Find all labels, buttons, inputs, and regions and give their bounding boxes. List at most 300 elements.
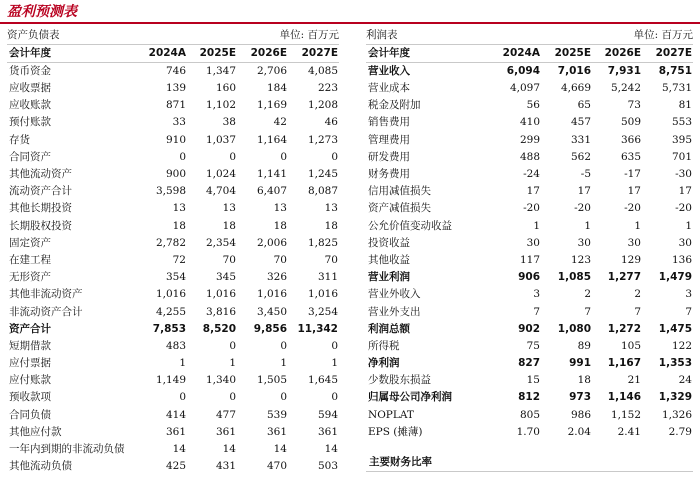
cell-value: 906 [518,271,540,284]
cell-value: 105 [620,339,641,352]
cell-value: 1,475 [658,322,692,335]
column-header-year: 2027E [288,45,339,63]
cell-value: 299 [519,133,540,146]
cell-value: 17 [526,185,540,198]
cell-value: 910 [165,133,186,146]
row-label: 销售费用 [368,116,410,129]
cell-value: 117 [519,253,540,266]
cell-value: 4,255 [155,305,186,318]
table-row [7,80,339,97]
cell-value: 70 [222,253,236,266]
cell-value: 395 [671,133,692,146]
cell-value: 326 [266,271,287,284]
cell-value: 42 [273,116,287,129]
cell-value: 3,598 [155,185,186,198]
table-row [366,355,693,372]
cell-value: 2.41 [617,425,641,438]
cell-value: 18 [577,374,591,387]
row-label: 非流动资产合计 [9,305,83,318]
cell-value: 1,208 [307,99,338,112]
row-label: 预付账款 [9,116,51,129]
cell-value: 14 [172,443,186,456]
cell-value: 14 [324,443,338,456]
cell-value: 33 [172,116,186,129]
cell-value: -24 [523,168,540,181]
balance-sheet-header [7,25,339,45]
balance-sheet-unit: 单位: 百万元 [279,29,339,41]
cell-value: 827 [518,357,540,370]
cell-value: 1,016 [256,288,287,301]
table-row [7,286,339,303]
table-row [7,235,339,252]
row-label: 财务费用 [368,168,410,181]
column-header-year: 2024A [135,45,187,63]
balance-sheet-panel [7,25,339,475]
cell-value: 539 [266,408,287,421]
cell-value: 1,016 [155,288,186,301]
cell-value: 1 [533,219,540,232]
table-row [7,166,339,183]
cell-value: 1,024 [205,168,236,181]
table-row [7,218,339,235]
row-label: 少数股东损益 [368,374,431,387]
cell-value: 488 [519,150,540,163]
table-row [366,183,693,200]
cell-value: 366 [620,133,641,146]
cell-value: 1 [584,219,591,232]
row-label: 流动资产合计 [9,185,72,198]
cell-value: -5 [580,168,591,181]
row-label: 短期借款 [9,339,51,352]
cell-value: 1,277 [607,271,641,284]
row-label: 固定资产 [9,236,51,249]
table-row [7,424,339,441]
cell-value: 1,273 [307,133,338,146]
cell-value: 223 [317,82,338,95]
cell-value: 1,329 [658,391,692,404]
cell-value: 1,169 [256,99,287,112]
table-row [7,441,339,458]
cell-value: 2 [584,288,591,301]
cell-value: 746 [165,65,186,77]
cell-value: 13 [273,202,287,215]
cell-value: 13 [172,202,186,215]
table-row [7,321,339,338]
cell-value: 2,782 [155,236,186,249]
row-label: 其他非流动资产 [9,288,83,301]
cell-value: 1.70 [516,425,540,438]
cell-value: 3,816 [205,305,236,318]
cell-value: 431 [215,460,236,473]
cell-value: 1,102 [205,99,236,112]
cell-value: 5,731 [661,82,692,95]
cell-value: 1,149 [155,374,186,387]
row-label: 应收票据 [9,82,51,95]
table-row [366,407,693,424]
cell-value: 1 [280,357,287,370]
table-row [7,183,339,200]
cell-value: 6,407 [256,185,287,198]
column-header-year: 2025E [541,45,592,63]
cell-value: 0 [331,150,338,163]
table-row [7,149,339,166]
row-label: EPS (摊薄) [368,425,423,438]
cell-value: 11,342 [297,322,338,335]
table-row [366,338,693,355]
row-label: 管理费用 [368,133,410,146]
cell-value: 0 [179,150,186,163]
row-label: 利润总额 [368,322,410,335]
column-header-year: 2026E [592,45,642,63]
financial-ratios-divider [366,471,693,472]
cell-value: 4,704 [205,185,236,198]
column-header-year: 2024A [494,45,541,63]
cell-value: 1,479 [658,271,692,284]
table-row [366,80,693,97]
cell-value: 4,085 [307,65,338,77]
cell-value: -30 [675,168,692,181]
row-label: 营业成本 [368,82,410,95]
cell-value: -20 [574,202,591,215]
cell-value: 1,037 [205,133,236,146]
cell-value: 5,242 [610,82,641,95]
cell-value: 594 [317,408,338,421]
cell-value: 1,645 [307,374,338,387]
cell-value: 9,856 [253,322,287,335]
cell-value: 81 [678,99,692,112]
cell-value: 17 [627,185,641,198]
cell-value: 3 [685,288,692,301]
table-row [366,252,693,269]
row-label: 公允价值变动收益 [368,219,452,232]
table-row [366,389,693,406]
table-row [7,372,339,389]
cell-value: 2 [634,288,641,301]
cell-value: 2.04 [567,425,591,438]
cell-value: 410 [519,116,540,129]
cell-value: -20 [624,202,641,215]
row-label: 资产合计 [9,322,51,335]
cell-value: 7,016 [557,65,591,77]
cell-value: 18 [324,219,338,232]
cell-value: 139 [165,82,186,95]
table-row [366,372,693,389]
row-label: 合同负债 [9,408,51,421]
cell-value: 122 [671,339,692,352]
cell-value: 73 [627,99,641,112]
cell-value: 2,706 [256,65,287,77]
income-statement-table [366,45,693,441]
cell-value: 1,164 [256,133,287,146]
cell-value: 509 [620,116,641,129]
cell-value: 184 [266,82,287,95]
cell-value: -20 [675,202,692,215]
financial-ratios-title: 主要财务比率 [369,456,432,468]
cell-value: 0 [179,391,186,404]
row-label: 在建工程 [9,253,51,266]
cell-value: 15 [526,374,540,387]
cell-value: 1,505 [256,374,287,387]
cell-value: 4,669 [560,82,591,95]
cell-value: 345 [215,271,236,284]
cell-value: 14 [222,443,236,456]
table-row [366,200,693,217]
cell-value: 1,152 [610,408,641,421]
cell-value: 1,353 [658,357,692,370]
table-row [7,389,339,406]
cell-value: 991 [569,357,591,370]
cell-value: 18 [273,219,287,232]
cell-value: 7,853 [152,322,186,335]
cell-value: 0 [280,391,287,404]
cell-value: 30 [627,236,641,249]
table-row [366,132,693,149]
column-header-year: 2027E [642,45,693,63]
table-row [7,252,339,269]
income-statement-title: 利润表 [366,29,398,41]
cell-value: 457 [570,116,591,129]
cell-value: 136 [671,253,692,266]
cell-value: 553 [671,116,692,129]
cell-value: 701 [671,150,692,163]
cell-value: 30 [678,236,692,249]
cell-value: 0 [229,150,236,163]
cell-value: 7 [634,305,641,318]
income-statement-header [366,25,693,45]
row-label: 投资收益 [368,236,410,249]
row-label: 营业外收入 [368,288,421,301]
row-label: 所得税 [368,339,400,352]
row-label: 营业利润 [368,271,410,284]
table-row [366,321,693,338]
table-row [366,97,693,114]
cell-value: 4,097 [509,82,540,95]
row-label: 营业收入 [368,65,410,77]
cell-value: 361 [266,425,287,438]
cell-value: 1,347 [205,65,236,77]
cell-value: 129 [620,253,641,266]
row-label: 应付账款 [9,374,51,387]
column-header-year: 2026E [237,45,288,63]
cell-value: 8,520 [202,322,236,335]
income-statement-panel [366,25,693,441]
cell-value: -17 [624,168,641,181]
table-row [366,235,693,252]
row-label: 资产减值损失 [368,202,431,215]
cell-value: 21 [627,374,641,387]
cell-value: 470 [266,460,287,473]
row-label: 长期股权投资 [9,219,72,232]
table-row [366,218,693,235]
cell-value: 89 [577,339,591,352]
table-row [366,269,693,286]
balance-sheet-title: 资产负债表 [7,29,60,41]
table-row [7,338,339,355]
row-label: 其他流动资产 [9,168,72,181]
cell-value: 812 [518,391,540,404]
cell-value: 635 [620,150,641,163]
cell-value: 2,006 [256,236,287,249]
cell-value: 18 [222,219,236,232]
cell-value: 361 [317,425,338,438]
cell-value: 1,146 [607,391,641,404]
income-statement-header-row [366,45,693,63]
row-label: 其他流动负债 [9,460,72,473]
row-label: 其他收益 [368,253,410,266]
cell-value: 3,254 [307,305,338,318]
cell-value: 72 [172,253,186,266]
balance-sheet-table [7,45,339,475]
cell-value: 973 [569,391,591,404]
row-label: 应收账款 [9,99,51,112]
cell-value: 1,825 [307,236,338,249]
table-row [7,458,339,475]
cell-value: 13 [222,202,236,215]
table-row [7,269,339,286]
title-divider [0,22,700,24]
cell-value: 70 [324,253,338,266]
row-label: 应付票据 [9,357,51,370]
table-row [366,424,693,441]
cell-value: 1,340 [205,374,236,387]
cell-value: 361 [165,425,186,438]
cell-value: 7 [584,305,591,318]
table-row [366,114,693,131]
row-label: 无形资产 [9,271,51,284]
cell-value: 414 [165,408,186,421]
cell-value: 986 [570,408,591,421]
cell-value: 902 [518,322,540,335]
cell-value: 75 [526,339,540,352]
row-label: 预收款项 [9,391,51,404]
row-label: 货币资金 [9,65,51,77]
cell-value: 14 [273,443,287,456]
table-row [366,303,693,320]
cell-value: 425 [165,460,186,473]
table-row [366,149,693,166]
cell-value: -20 [523,202,540,215]
row-label: 研发费用 [368,150,410,163]
cell-value: 13 [324,202,338,215]
cell-value: 2,354 [205,236,236,249]
table-row [366,166,693,183]
row-label: 归属母公司净利润 [368,391,452,404]
cell-value: 1,016 [307,288,338,301]
cell-value: 1,167 [607,357,641,370]
column-header-year: 2025E [187,45,237,63]
cell-value: 0 [280,150,287,163]
cell-value: 6,094 [506,65,540,77]
cell-value: 8,087 [307,185,338,198]
cell-value: 1,141 [256,168,287,181]
cell-value: 1 [179,357,186,370]
row-label: 存货 [9,133,30,146]
cell-value: 1 [331,357,338,370]
cell-value: 503 [317,460,338,473]
cell-value: 18 [172,219,186,232]
cell-value: 160 [215,82,236,95]
cell-value: 7,931 [607,65,641,77]
row-label: 税金及附加 [368,99,421,112]
cell-value: 871 [165,99,186,112]
cell-value: 1 [229,357,236,370]
cell-value: 30 [526,236,540,249]
cell-value: 56 [526,99,540,112]
column-header-fiscal-year: 会计年度 [7,45,135,63]
cell-value: 3,450 [256,305,287,318]
cell-value: 477 [215,408,236,421]
cell-value: 0 [331,339,338,352]
cell-value: 123 [570,253,591,266]
cell-value: 0 [280,339,287,352]
cell-value: 30 [577,236,591,249]
table-row [7,200,339,217]
row-label: NOPLAT [368,408,414,421]
table-row [7,355,339,372]
row-label: 其他应付款 [9,425,62,438]
cell-value: 17 [678,185,692,198]
cell-value: 1,272 [607,322,641,335]
report-title: 盈利预测表 [7,4,77,20]
column-header-fiscal-year: 会计年度 [366,45,494,63]
cell-value: 70 [273,253,287,266]
table-row [7,63,339,81]
cell-value: 2.79 [668,425,692,438]
cell-value: 311 [317,271,338,284]
cell-value: 1 [685,219,692,232]
cell-value: 24 [678,374,692,387]
cell-value: 65 [577,99,591,112]
table-row [7,114,339,131]
table-row [7,407,339,424]
cell-value: 46 [324,116,338,129]
row-label: 营业外支出 [368,305,421,318]
cell-value: 1,245 [307,168,338,181]
cell-value: 331 [570,133,591,146]
table-row [7,132,339,149]
table-row [366,286,693,303]
row-label: 其他长期投资 [9,202,72,215]
row-label: 净利润 [368,357,400,370]
cell-value: 1 [634,219,641,232]
row-label: 一年内到期的非流动负债 [9,443,125,456]
cell-value: 38 [222,116,236,129]
cell-value: 1,326 [661,408,692,421]
cell-value: 7 [685,305,692,318]
cell-value: 1,080 [557,322,591,335]
cell-value: 17 [577,185,591,198]
cell-value: 361 [215,425,236,438]
row-label: 合同资产 [9,150,51,163]
cell-value: 0 [229,391,236,404]
cell-value: 8,751 [658,65,692,77]
cell-value: 0 [331,391,338,404]
cell-value: 900 [165,168,186,181]
table-row [366,63,693,81]
cell-value: 1,085 [557,271,591,284]
cell-value: 3 [533,288,540,301]
row-label: 信用减值损失 [368,185,431,198]
income-statement-unit: 单位: 百万元 [633,29,693,41]
table-row [7,97,339,114]
cell-value: 562 [570,150,591,163]
cell-value: 7 [533,305,540,318]
balance-sheet-header-row [7,45,339,63]
cell-value: 354 [165,271,186,284]
cell-value: 483 [165,339,186,352]
cell-value: 0 [229,339,236,352]
table-row [7,303,339,320]
